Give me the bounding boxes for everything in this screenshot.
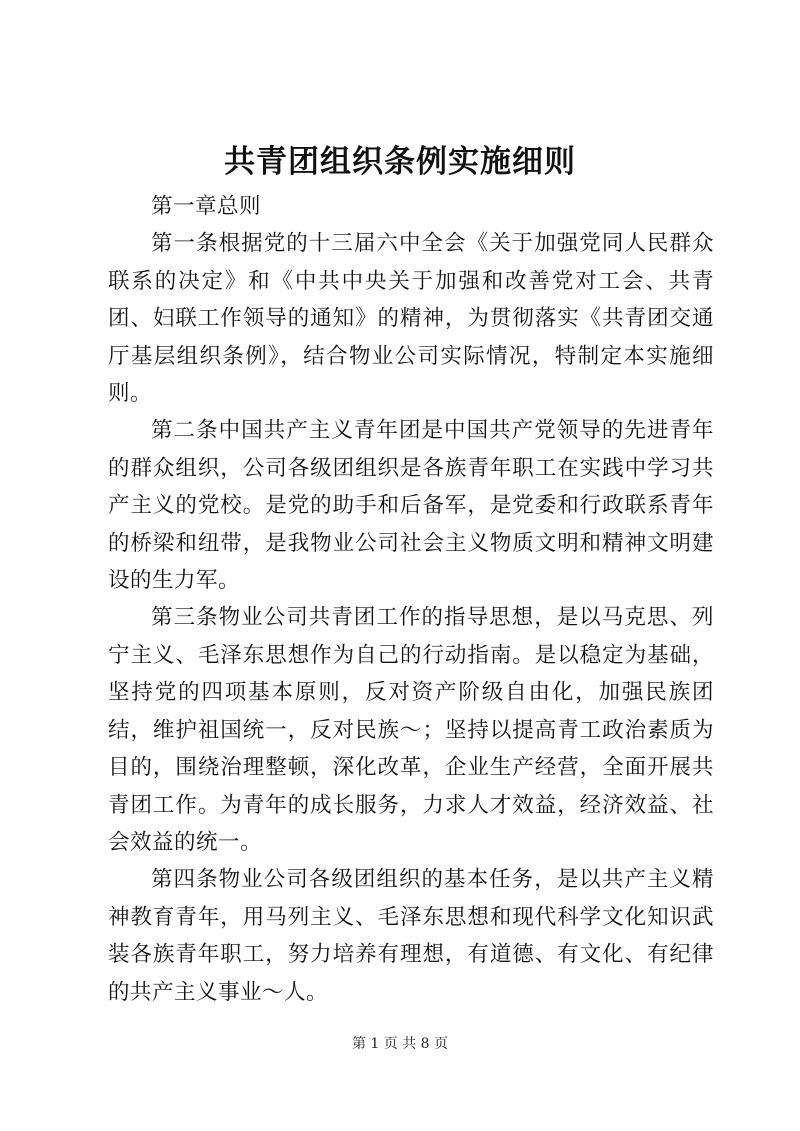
article-3-paragraph: 第三条物业公司共青团工作的指导思想，是以马克思、列宁主义、毛泽东思想作为自己的行动指南。是以稳定为基础，坚持党的四项基本原则，反对资产阶级自由化，加强民族团结，维护祖国统一，反对民族～；坚持以提高青工政治素质为目的，围绕治理整顿，深化改革，企业生产经营，全面开展共青团工作。为青年的成长服务，力求人才效益，经济效益、社会效益的统一。 <box>108 605 714 855</box>
page-number-footer: 第 1 页 共 8 页 <box>351 1036 449 1052</box>
article-1-paragraph: 第一条根据党的十三届六中全会《关于加强党同人民群众联系的决定》和《中共中央关于加强和改善党对工会、共青团、妇联工作领导的通知》的精神，为贯彻落实《共青团交通厅基层组织条例》，结合物业公司实际情况，特制定本实施细则。 <box>108 231 714 407</box>
article-4-paragraph: 第四条物业公司各级团组织的基本任务，是以共产主义精神教育青年，用马列主义、毛泽东思想和现代科学文化知识武装各族青年职工，努力培养有理想，有道德、有文化、有纪律的共产主义事业～人。 <box>108 867 714 1005</box>
document-title: 共青团组织条例实施细则 <box>224 144 576 180</box>
chapter-heading: 第一章总则 <box>151 194 262 219</box>
document-body <box>108 188 714 1011</box>
article-2-paragraph: 第二条中国共产主义青年团是中国共产党领导的先进青年的群众组织，公司各级团组织是各族青年职工在实践中学习共产主义的党校。是党的助手和后备军，是党委和行政联系青年的桥梁和纽带，是我物业公司社会主义物质文明和精神文明建设的生力军。 <box>108 418 714 594</box>
